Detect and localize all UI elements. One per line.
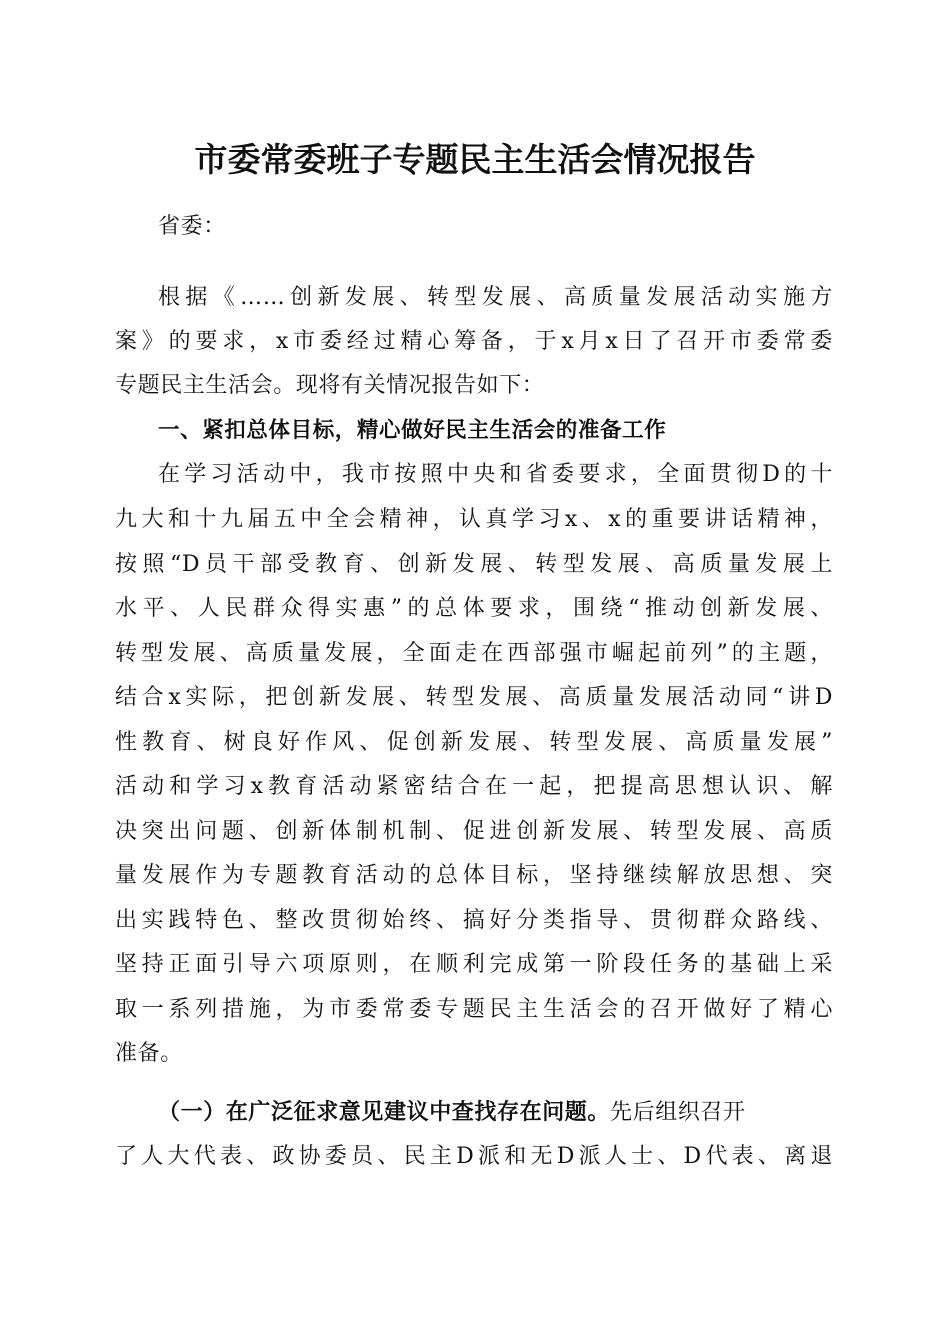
section-heading-1: 一、紧扣总体目标，精心做好民主生活会的准备工作 bbox=[158, 418, 667, 443]
body-line: 在学习活动中，我市按照中央和省委要求，全面贯彻D的十 bbox=[158, 462, 833, 487]
body-line: 取一系列措施，为市委常委专题民主生活会的召开做好了精心 bbox=[115, 997, 833, 1022]
body-line: 结合x实际，把创新发展、转型发展、高质量发展活动同“讲D bbox=[115, 685, 833, 710]
subsection-1-line-1 bbox=[158, 1097, 833, 1128]
body-line: 出实践特色、整改贯彻始终、搞好分类指导、贯彻群众路线、 bbox=[115, 908, 833, 933]
subsection-1-line-2: 了人大代表、政协委员、民主D派和无D派人士、D代表、离退 bbox=[115, 1144, 833, 1169]
body-line: 准备。 bbox=[115, 1041, 183, 1066]
body-line: 活动和学习x教育活动紧密结合在一起，把提高思想认识、解 bbox=[115, 774, 833, 799]
body-line: 九大和十九届五中全会精神，认真学习x、x的重要讲话精神， bbox=[115, 507, 833, 532]
body-line: 水平、人民群众得实惠”的总体要求，围绕“推动创新发展、 bbox=[115, 596, 833, 621]
body-line: 转型发展、高质量发展，全面走在西部强市崛起前列”的主题， bbox=[115, 641, 833, 666]
salutation: 省委： bbox=[158, 214, 226, 239]
subsection-1-heading: （一）在广泛征求意见建议中查找存在问题。 bbox=[158, 1099, 611, 1125]
body-line: 性教育、树良好作风、促创新发展、转型发展、高质量发展” bbox=[115, 730, 833, 755]
subsection-1-text: 先后组织召开 bbox=[610, 1100, 746, 1125]
body-line: 量发展作为专题教育活动的总体目标，坚持继续解放思想、突 bbox=[115, 863, 833, 888]
document-title: 市委常委班子专题民主生活会情况报告 bbox=[194, 140, 756, 179]
body-line: 按照“D员干部受教育、创新发展、转型发展、高质量发展上 bbox=[115, 552, 833, 577]
body-line: 坚持正面引导六项原则，在顺利完成第一阶段任务的基础上采 bbox=[115, 952, 833, 977]
intro-line-3: 专题民主生活会。现将有关情况报告如下： bbox=[115, 373, 545, 398]
intro-line-2: 案》的要求，x市委经过精心筹备，于x月x日了召开市委常委 bbox=[115, 329, 833, 354]
body-line: 决突出问题、创新体制机制、促进创新发展、转型发展、高质 bbox=[115, 819, 833, 844]
intro-line-1: 根据《……创新发展、转型发展、高质量发展活动实施方 bbox=[158, 285, 833, 310]
